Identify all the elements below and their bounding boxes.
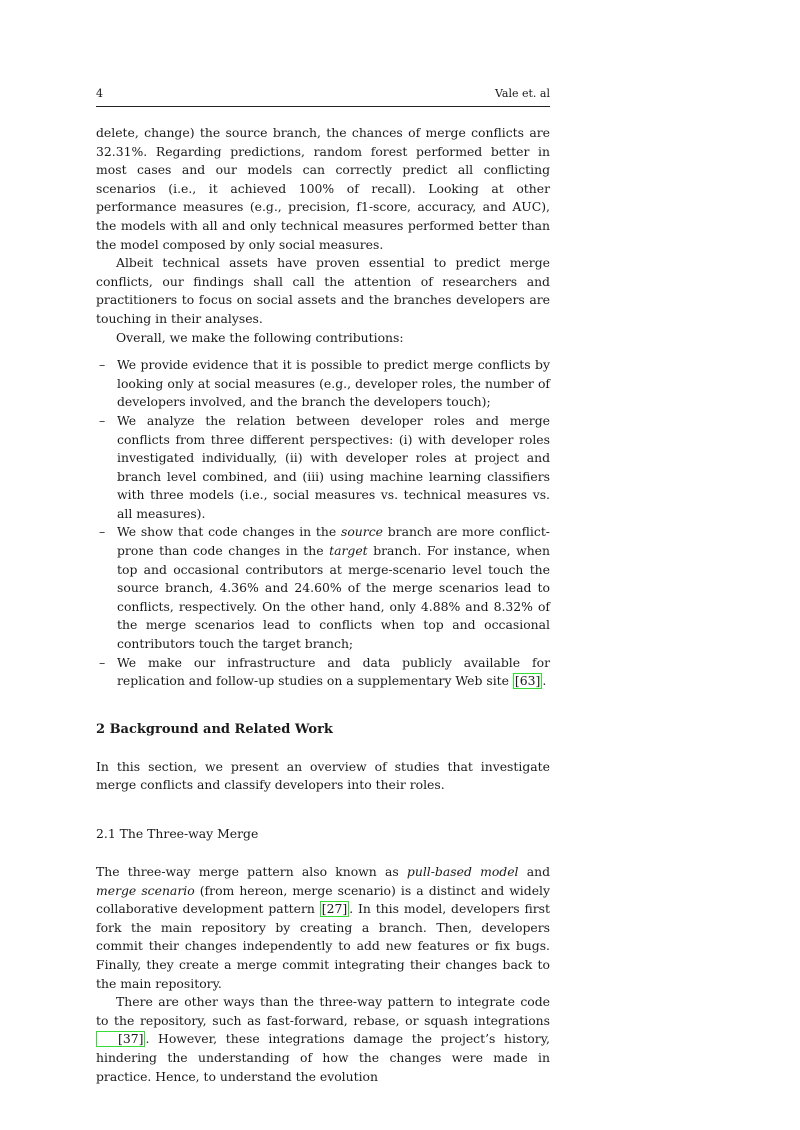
emphasis-source: source (340, 524, 383, 540)
text-run: (from hereon, merge scenario) is a distinct and widely collaborative development pattern (96, 882, 550, 917)
citation-link[interactable]: [63] (514, 673, 541, 689)
text-run: The three-way merge pattern also known as (96, 864, 407, 879)
emphasis-target: target (329, 543, 368, 559)
citation-link[interactable]: [27] (321, 901, 348, 917)
running-authors: Vale et. al (494, 87, 550, 100)
contributions-list (96, 356, 550, 691)
intro-paragraph-3: Overall, we make the following contributions: (116, 329, 404, 345)
intro-paragraph-1: delete, change) the source branch, the chances of merge conflicts are 32.31%. Regarding predictions, random forest performed better in most cases and our models can correctly predict all conflicting scenarios (i.e., it achieved 100% of recall). Looking at other performance measures (e.g., precision, f1-score, accuracy, and AUC), the models with all and only technical measures performed better than the model composed by only social measures. (96, 125, 550, 252)
intro-paragraph-2: Albeit technical assets have proven essential to predict merge conflicts, our findings shall call the attention of researchers and practitioners to focus on social assets and the branches developers are touching in their analyses. (96, 255, 550, 326)
text-run: . In this model, developers first fork the main repository by creating a branch. Then, developers commit their changes independently to add new features or fix bugs. Finally, they create a merge commit integrating their changes back to the main repository. (96, 901, 550, 991)
text-run: branch are more conflict-prone than code changes in the (117, 524, 550, 559)
subsection-paragraph-2 (96, 993, 550, 1086)
section-paragraph: In this section, we present an overview of studies that investigate merge conflicts and classify developers into their roles. (96, 758, 550, 793)
contribution-item (96, 412, 550, 524)
contribution-text (117, 524, 550, 651)
text-run: There are other ways than the three-way pattern to integrate code to the repository, such as fast-forward, rebase, or squash integrations (96, 994, 550, 1028)
text-run: and (518, 864, 551, 879)
subsection-paragraph-1 (96, 863, 550, 993)
section-heading: 2 Background and Related Work (96, 721, 333, 737)
text-run: . However, these integrations damage the project’s history, hindering the understanding of how the changes were made in practice. Hence, to understand the evolution (96, 1031, 550, 1084)
body-text (96, 124, 550, 1086)
emphasis-merge-scenario: merge scenario (96, 882, 195, 898)
contribution-item (96, 356, 550, 412)
contribution-text: We provide evidence that it is possible to predict merge conflicts by looking only at social measures (e.g., developer roles, the number of developers involved, and the branch the developers touch); (117, 357, 550, 410)
page-number: 4 (96, 87, 103, 100)
contribution-item (96, 523, 550, 653)
emphasis-pull-based-model: pull-based model (406, 864, 519, 879)
contribution-text (117, 655, 550, 689)
text-run: We show that code changes in the (117, 524, 341, 540)
dash-bullet: – (99, 357, 106, 373)
running-head (96, 86, 550, 107)
dash-bullet: – (99, 654, 106, 670)
text-run: We make our infrastructure and data publicly available for replication and follow-up studies on a supplementary Web site (117, 654, 550, 689)
contribution-text: We analyze the relation between developer roles and merge conflicts from three different perspectives: (i) with developer roles investigated individually, (ii) with developer roles at project and branch level combined, and (iii) using machine learning classifiers with three models (i.e., social measures vs. technical measures vs. all measures). (117, 412, 550, 521)
dash-bullet: – (99, 412, 106, 428)
dash-bullet: – (99, 524, 106, 540)
paper-page (96, 86, 550, 1086)
citation-link[interactable]: [37] (96, 1031, 145, 1047)
subsection-heading: 2.1 The Three-way Merge (96, 826, 259, 841)
text-run: branch. For instance, when top and occasional contributors at merge-scenario level touch the source branch, 4.36% and 24.60% of the merge scenarios lead to conflicts, respectively. On the other hand, only 4.88% and 8.32% of the merge scenarios lead to conflicts when top and occasional contributors touch the target branch; (117, 543, 550, 652)
text-run: . (542, 673, 547, 689)
contribution-item (96, 654, 550, 691)
